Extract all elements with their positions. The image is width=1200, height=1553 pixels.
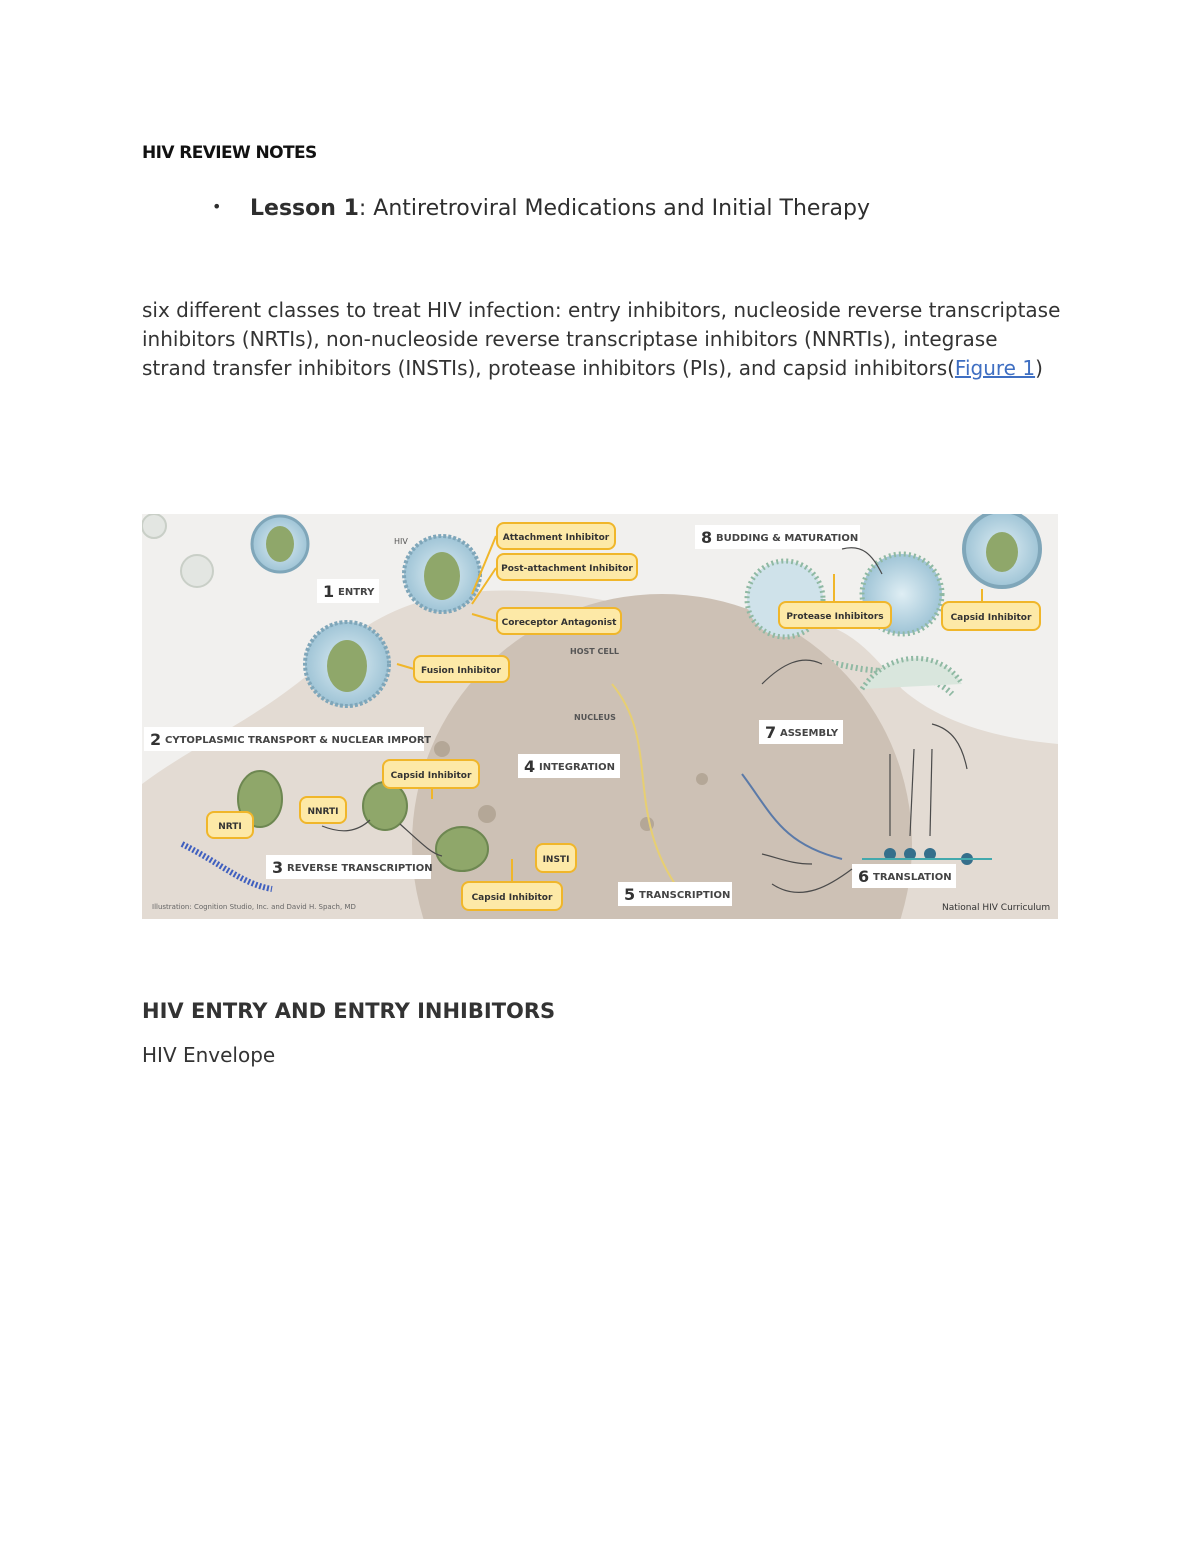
- nucleus-label: NUCLEUS: [574, 713, 616, 722]
- stage-7-assembly: [759, 720, 843, 744]
- paragraph-closing: ): [1035, 356, 1043, 380]
- document-title: HIV REVIEW NOTES: [142, 143, 317, 163]
- svg-text:Protease Inhibitors: Protease Inhibitors: [786, 612, 884, 622]
- section-heading: HIV ENTRY AND ENTRY INHIBITORS: [142, 999, 556, 1023]
- hiv-lifecycle-figure: [142, 514, 1058, 919]
- svg-text:TRANSLATION: TRANSLATION: [873, 872, 952, 883]
- figure-credit: Illustration: Cognition Studio, Inc. and David H. Spach, MD: [152, 903, 356, 911]
- host-cell-label: HOST CELL: [570, 647, 620, 656]
- svg-text:Coreceptor Antagonist: Coreceptor Antagonist: [501, 618, 617, 628]
- paragraph-text: six different classes to treat HIV infection: entry inhibitors, nucleoside reverse transcriptase inhibitors (NRTIs), non-nucleoside reverse transcriptase inhibitors (NNRTIs), integrase strand transfer inhibitors (INSTIs), protease inhibitors (PIs), and capsid inhibitors(: [142, 298, 1061, 380]
- svg-text:6: 6: [858, 867, 870, 886]
- svg-text:Capsid Inhibitor: Capsid Inhibitor: [471, 893, 553, 903]
- stage-1-entry: [317, 579, 379, 603]
- drug-nrti: [207, 812, 253, 838]
- svg-text:TRANSCRIPTION: TRANSCRIPTION: [639, 890, 731, 901]
- svg-text:REVERSE TRANSCRIPTION: REVERSE TRANSCRIPTION: [287, 863, 433, 874]
- svg-text:NNRTI: NNRTI: [307, 807, 339, 817]
- svg-text:Post-attachment Inhibitor: Post-attachment Inhibitor: [501, 564, 633, 574]
- svg-text:3: 3: [272, 858, 284, 877]
- bullet-icon: •: [212, 197, 222, 216]
- svg-text:Attachment Inhibitor: Attachment Inhibitor: [502, 533, 610, 543]
- svg-text:INTEGRATION: INTEGRATION: [539, 762, 616, 773]
- virus-particle-fusion: [305, 622, 389, 706]
- svg-text:INSTI: INSTI: [542, 855, 570, 865]
- lesson-number: Lesson 1: [250, 196, 359, 221]
- svg-text:1: 1: [323, 582, 335, 601]
- intro-paragraph: [142, 296, 1062, 383]
- stage-3-reverse-transcription: [266, 855, 433, 879]
- svg-text:CYTOPLASMIC TRANSPORT & NUCLEA: CYTOPLASMIC TRANSPORT & NUCLEAR IMPORT: [165, 735, 431, 746]
- stage-8-budding: [695, 525, 860, 549]
- svg-text:5: 5: [624, 885, 636, 904]
- svg-text:7: 7: [765, 723, 777, 742]
- drug-fusion-inhibitor: [397, 656, 509, 682]
- svg-text:ASSEMBLY: ASSEMBLY: [780, 728, 839, 739]
- drug-insti: [536, 844, 576, 872]
- svg-text:ENTRY: ENTRY: [338, 587, 375, 598]
- svg-text:Capsid Inhibitor: Capsid Inhibitor: [950, 613, 1032, 623]
- svg-text:2: 2: [150, 730, 162, 749]
- stage-2-cytoplasmic: [144, 727, 431, 751]
- subheading: HIV Envelope: [142, 1043, 276, 1067]
- stage-4-integration: [518, 754, 620, 778]
- svg-text:NRTI: NRTI: [218, 822, 242, 832]
- stage-5-transcription: [618, 882, 732, 906]
- svg-text:Fusion Inhibitor: Fusion Inhibitor: [421, 666, 501, 676]
- figure-1-link[interactable]: Figure 1: [954, 356, 1036, 380]
- svg-text:Capsid Inhibitor: Capsid Inhibitor: [390, 771, 472, 781]
- svg-text:4: 4: [524, 757, 536, 776]
- svg-text:8: 8: [701, 528, 713, 547]
- virus-particle-entry: [404, 536, 480, 612]
- drug-nnrti: [300, 797, 346, 823]
- brand-label: National HIV Curriculum: [942, 903, 1051, 913]
- hiv-label: HIV: [394, 537, 408, 546]
- svg-text:BUDDING & MATURATION: BUDDING & MATURATION: [716, 533, 859, 544]
- lesson-title: : Antiretroviral Medications and Initial Therapy: [358, 196, 870, 221]
- stage-6-translation: [852, 864, 956, 888]
- lesson-heading: [212, 196, 870, 221]
- virus-particle-top: [252, 516, 308, 572]
